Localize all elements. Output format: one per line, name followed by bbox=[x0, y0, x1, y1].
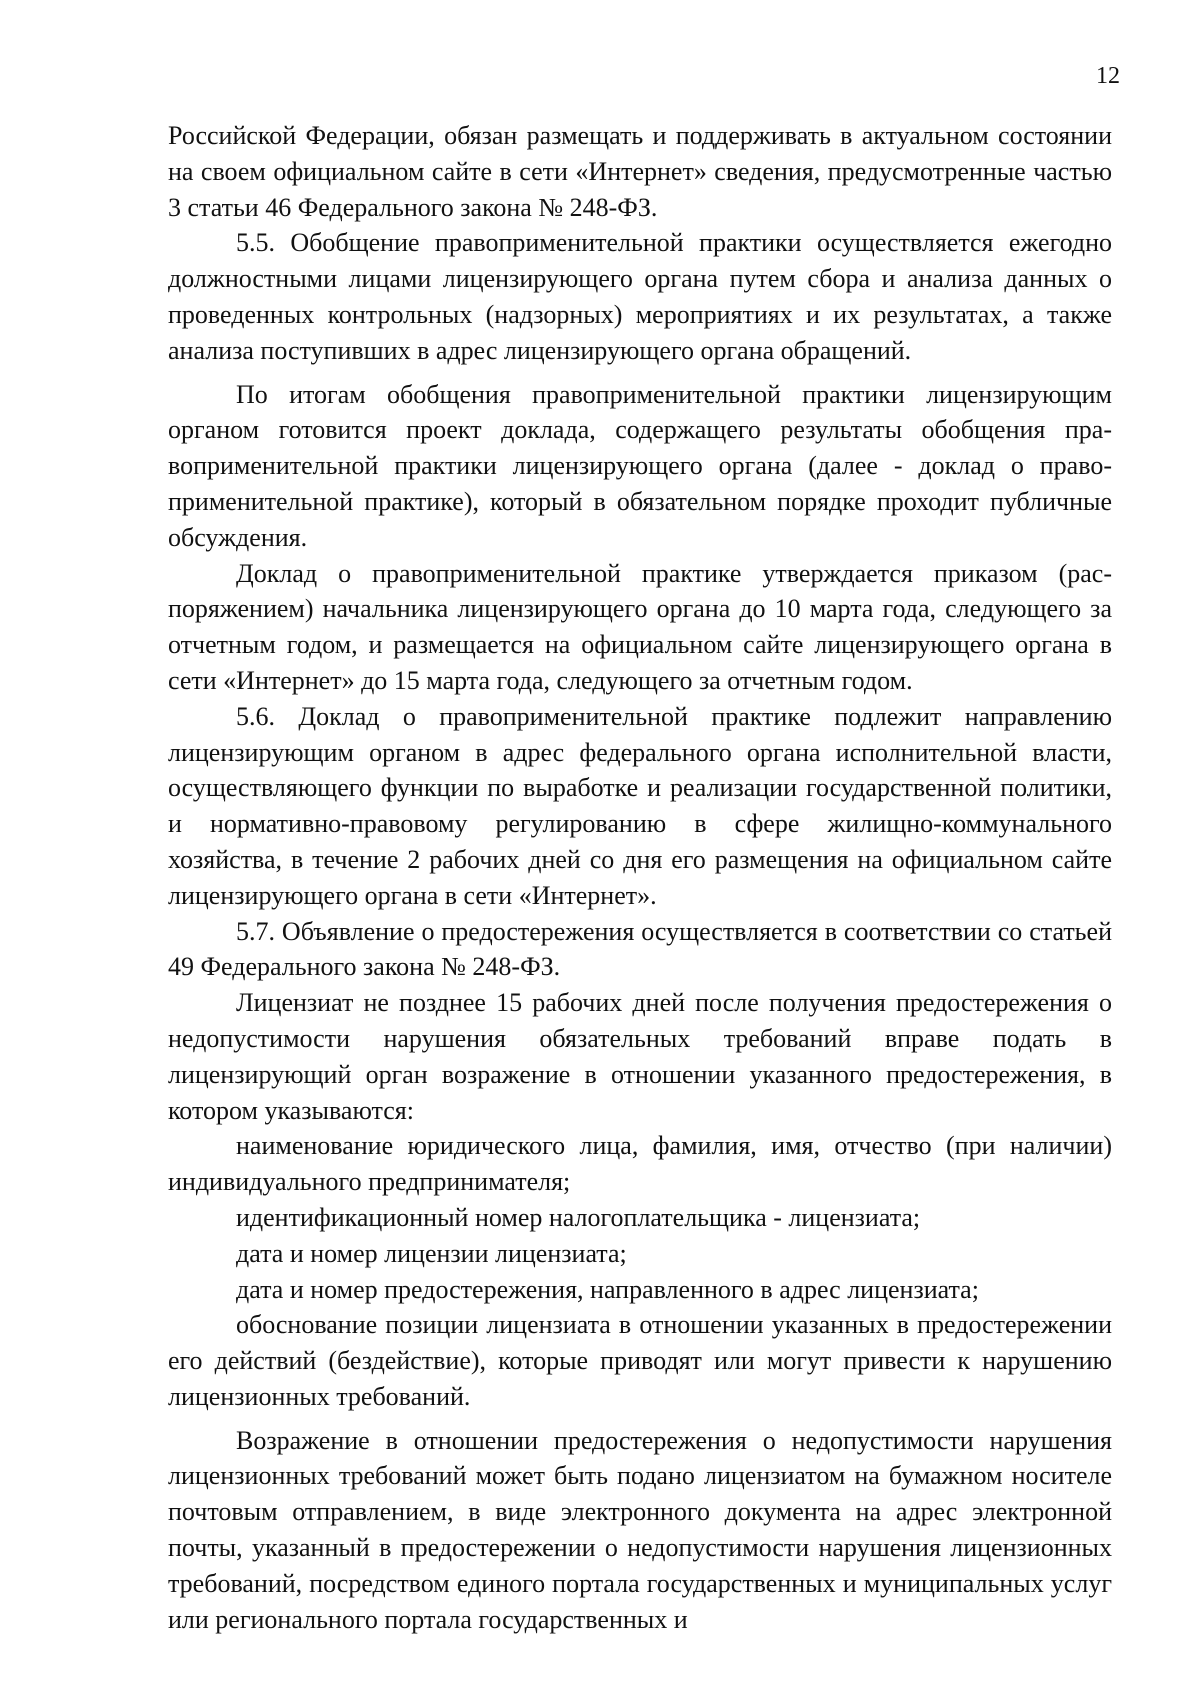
paragraph-report-draft: По итогам обобщения правоприменительной практики лицензирующим органом готовится проект доклада, содержащего результаты обобщения правоприменительной практики лицензирующего органа (далее - доклад о правоприменительной практике), который в обязательном порядке проходит публичные обсуждения. bbox=[168, 379, 1112, 552]
page-number: 12 bbox=[1096, 63, 1120, 89]
paragraph-5-5: 5.5. Обобщение правоприменительной практики осуществляется ежегодно должностными лицами лицензирующего органа путем сбора и анализа данных о проведенных контрольных (надзорных) мероприятиях и их результатах, а также анализа поступивших в адрес лицензирующего органа обращений. bbox=[168, 228, 1112, 365]
paragraph-continuation: Российской Федерации, обязан размещать и поддерживать в актуальном состоянии на своем официальном сайте в сети «Интернет» сведения, предусмотренные частью 3 статьи 46 Федерального закона № 248-ФЗ. bbox=[168, 121, 1112, 222]
paragraph-report-approval: Доклад о правоприменительной практике утверждается приказом (распоряжением) начальника лицензирующего органа до 10 марта года, следующего за отчетным годом, и размещается на официальном сайте лицензирующего органа в сети «Интернет» до 15 марта года, следующего за отчетным годом. bbox=[168, 558, 1112, 695]
paragraph-objection-submission: Возражение в отношении предостережения о недопустимости нарушения лицензионных требований может быть подано лицензиатом на бумажном носителе почтовым отправлением, в виде электронного документа на адрес электронной почты, указанный в предостережении о недопустимости нарушения лицензионных требований, посредством единого портала государственных и муниципальных услуг или регионального портала государственных и bbox=[168, 1425, 1112, 1634]
document-body bbox=[168, 118, 1112, 1637]
paragraph-5-7: 5.7. Объявление о предостережения осуществляется в соответствии со статьей 49 Федерального закона № 248-ФЗ. bbox=[168, 916, 1112, 982]
list-item-tax-number: идентификационный номер налогоплательщика - лицензиата; bbox=[236, 1202, 921, 1232]
paragraph-5-6: 5.6. Доклад о правоприменительной практике подлежит направлению лицензирующим органом в адрес федерального органа исполнительной власти, осуществляющего функции по выработке и реализации государственной политики, и нормативно-правовому регулированию в сфере жилищно-коммунального хозяйства, в течение 2 рабочих дней со дня его размещения на официальном сайте лицензирующего органа в сети «Интернет». bbox=[168, 701, 1112, 910]
list-item-warning: дата и номер предостережения, направленного в адрес лицензиата; bbox=[236, 1274, 979, 1304]
paragraph-objection-right: Лицензиат не позднее 15 рабочих дней после получения предостережения о недопустимости нарушения обязательных требований вправе подать в лицензирующий орган возражение в отношении указанного предостережения, в котором указываются: bbox=[168, 988, 1112, 1125]
list-item-justification: обоснование позиции лицензиата в отношении указанных в предостережении его действий (бездействие), которые приводят или могут привести к нарушению лицензионных требований. bbox=[168, 1310, 1112, 1411]
list-item-entity-name: наименование юридического лица, фамилия, имя, отчество (при наличии) индивидуального предпринимателя; bbox=[168, 1131, 1112, 1197]
list-item-license: дата и номер лицензии лицензиата; bbox=[236, 1238, 627, 1268]
